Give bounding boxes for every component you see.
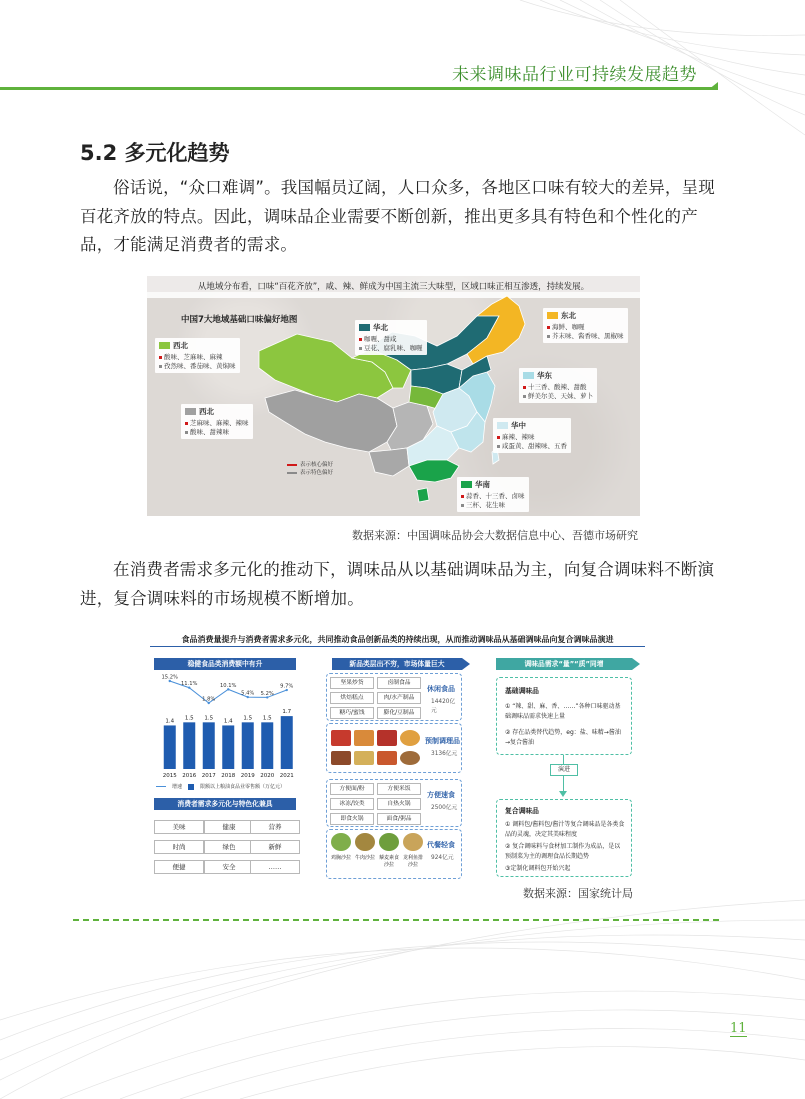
map-top-caption: 从地域分布看，口味“百花齐放”，咸、辣、鲜成为中国主流三大味型，区域口味正相互渗透，持续发展。 (147, 276, 640, 298)
item-noodle-porridge: 面食/粥品 (377, 813, 421, 825)
salad-label: 鸡胸沙拉 (330, 855, 351, 861)
item-bakery: 烘焙糕点 (330, 692, 374, 704)
basic-seasoning-title: 基础调味品 (505, 687, 539, 695)
food-package-image (354, 730, 374, 746)
salad-label: 藜麦素食沙拉 (378, 855, 399, 868)
category-value: 3136亿元 (431, 751, 458, 757)
salad-image (355, 833, 375, 851)
tag-shishang: 时尚 (154, 840, 204, 854)
tag-meiwei: 美味 (154, 820, 204, 834)
growth-label-2021: 9.7% (280, 683, 294, 690)
arrow-down-icon (559, 791, 567, 797)
bottom-dashed-rule (73, 919, 719, 921)
food-dish-image (400, 730, 420, 746)
tag-bianjie: 便捷 (154, 860, 204, 874)
region-core-taste: 十三香、酸辣、甜酸 (528, 383, 587, 391)
category-value: 2500亿元 (431, 805, 458, 811)
region-extra-taste: 三杯、花生味 (466, 501, 505, 509)
tag-jiankang: 健康 (204, 820, 254, 834)
legend-growth: 增速 (172, 784, 183, 790)
region-name: 华南 (475, 480, 490, 489)
tag-xinxian: 新鲜 (250, 840, 300, 854)
region-label-huanan (457, 477, 529, 512)
region-swatch (185, 408, 196, 415)
x-tick-2016: 2016 (182, 773, 197, 779)
taste-map-figure (147, 276, 640, 516)
region-core-taste: 芝麻味、麻辣、辣味 (190, 419, 249, 427)
region-swatch (461, 481, 472, 488)
region-swatch (159, 342, 170, 349)
food-dish-image (400, 751, 420, 765)
food-package-image (377, 751, 397, 765)
region-core-taste: 酸味、芝麻味、麻辣 (164, 353, 223, 361)
basic-seasoning-box (496, 677, 632, 755)
map-title: 中国7大地域基础口味偏好地图 (181, 315, 298, 325)
region-swatch (497, 422, 508, 429)
category-name: 代餐轻食 (427, 841, 455, 849)
section-heading: 5.2 多元化趋势 (80, 141, 230, 165)
chart-legend (156, 783, 285, 790)
region-core-taste: 蒜香、十三香、卤味 (466, 492, 525, 500)
x-tick-2020: 2020 (260, 773, 275, 779)
category-name: 预制调理品 (425, 737, 460, 745)
infographic-source: 数据来源：国家统计局 (523, 887, 633, 900)
compound-seasoning-title: 复合调味品 (505, 807, 539, 815)
tag-lvse: 绿色 (204, 840, 254, 854)
infographic-title: 食品消费量提升与消费者需求多元化，共同推动食品创新品类的持续出现，从而推动调味品从基础调味品向复合调味品演进 (150, 633, 645, 647)
food-package-image (354, 751, 374, 765)
category-name: 休闲食品 (427, 685, 455, 693)
bar-2017 (203, 722, 215, 769)
header-rule-tip (708, 82, 718, 90)
map-legend (287, 461, 333, 477)
middle-column-header: 新品类层出不穷，市场体量巨大 (332, 658, 462, 670)
category-name: 方便速食 (427, 791, 455, 799)
category-prepared (326, 723, 462, 773)
evolution-label: 演进 (550, 764, 578, 776)
legend-retail: 限额以上粮油食品业零售额（万亿元） (200, 784, 286, 790)
x-tick-2018: 2018 (221, 773, 236, 779)
region-swatch (523, 372, 534, 379)
item-candy: 糖巧/蜜饯 (330, 707, 374, 719)
growth-label-2016: 11.1% (181, 681, 198, 688)
region-extra-taste: 鲜美尔美、天妹、萝卜 (528, 392, 593, 400)
category-snacks (326, 673, 462, 721)
paragraph-2: 在消费者需求多元化的推动下，调味品从以基础调味品为主，向复合调味料不断演进，复合调味料的市场规模不断增加。 (80, 560, 715, 608)
bar-label-2017: 1.5 (204, 715, 214, 722)
bar-label-2016: 1.5 (184, 715, 194, 722)
category-value: 14420亿元 (431, 699, 456, 714)
salad-label: 龙利鱼排沙拉 (402, 855, 423, 868)
compound-seasoning-line-1: ① 调料包/酱料包/酱汁等复合调味品是各类食品的灵魂，决定其美味程度 (505, 821, 625, 838)
item-dumplings: 冰冻/饺类 (330, 798, 374, 810)
region-label-huazhong (493, 418, 571, 453)
region-label-xibei-2 (181, 404, 253, 439)
item-instant-hotpot: 即食火锅 (330, 813, 374, 825)
x-tick-2021: 2021 (279, 773, 294, 779)
bar-2020 (261, 722, 273, 769)
region-name: 西北 (173, 341, 188, 350)
item-instant-noodles: 方便面/粉 (330, 783, 374, 795)
basic-seasoning-line-1: ① “辣、甜、麻、香、……”各种口味驱动基础调味品需求快速上量 (505, 703, 621, 720)
bar-label-2018: 1.4 (223, 718, 233, 725)
bar-2016 (183, 722, 195, 769)
x-tick-2015: 2015 (162, 773, 177, 779)
category-value: 924亿元 (431, 855, 454, 861)
bar-2021 (281, 716, 293, 769)
seasoning-infographic (150, 633, 645, 881)
salad-image (403, 833, 423, 851)
region-extra-taste: 酸味、甜辣味 (190, 428, 229, 436)
region-core-taste: 海鲜、咖喱 (552, 323, 585, 331)
tags-header: 消费者需求多元化与特色化兼具 (154, 798, 296, 810)
food-package-image (331, 751, 351, 765)
region-extra-taste: 芥末味、酱香味、黑椒味 (552, 332, 624, 340)
region-label-huadong (519, 368, 597, 403)
running-header-title: 未来调味品行业可持续发展趋势 (452, 65, 697, 85)
prepared-food-images (331, 730, 421, 766)
item-braised: 卤制食品 (377, 677, 421, 689)
legend-extra: 表示特色偏好 (300, 470, 334, 476)
region-swatch (547, 312, 558, 319)
item-puffed: 膨化/豆制品 (377, 707, 421, 719)
tag-anquan: 安全 (204, 860, 254, 874)
growth-label-2015: 15.2% (161, 674, 178, 681)
item-meat: 肉/水产制品 (377, 692, 421, 704)
item-hotpot: 自热火锅 (377, 798, 421, 810)
bar-label-2021: 1.7 (282, 709, 292, 716)
left-column-header: 稳健食品类消费额中有升 (154, 658, 296, 670)
arrow-right-icon (462, 658, 470, 670)
map-source: 数据来源：中国调味品协会大数据信息中心、吾德市场研究 (352, 529, 638, 542)
region-label-dongbei (543, 308, 628, 343)
growth-label-2018: 10.1% (220, 682, 237, 689)
bar-label-2015: 1.4 (165, 718, 175, 725)
compound-seasoning-box (496, 799, 632, 877)
compound-seasoning-line-2: ② 复合调味料与食材加工制作为成品，是以预制菜为主的调理食品长期趋势 (505, 843, 621, 860)
region-name: 华东 (537, 371, 552, 380)
salad-image (379, 833, 399, 851)
region-extra-taste: 咸蛋黄、甜辣味、五香 (502, 442, 567, 450)
category-meal-replacement (326, 829, 462, 879)
paragraph-1: 俗话说，“众口难调”。我国幅员辽阔，人口众多，各地区口味有较大的差异，呈现百花齐放的特点。因此，调味品企业需要不断创新，推出更多具有特色和个性化的产品，才能满足消费者的需求。 (80, 178, 715, 254)
region-name: 西北 (199, 407, 214, 416)
bar-2015 (164, 725, 176, 769)
bar-label-2020: 1.5 (262, 715, 272, 722)
legend-core: 表示核心偏好 (300, 462, 334, 468)
salad-label: 牛肉沙拉 (354, 855, 375, 861)
salad-labels (329, 854, 425, 868)
tag-yingyang: 营养 (250, 820, 300, 834)
region-core-taste: 麻辣、辣味 (502, 433, 535, 441)
region-name: 华北 (373, 323, 388, 332)
category-instant (326, 779, 462, 827)
bar-2018 (222, 725, 234, 769)
food-package-image (331, 730, 351, 746)
item-instant-rice: 方便米饭 (377, 783, 421, 795)
growth-label-2020: 5.2% (260, 690, 274, 697)
region-label-xibei-1 (155, 338, 240, 373)
region-name: 东北 (561, 311, 576, 320)
bar-label-2019: 1.5 (243, 715, 253, 722)
food-package-image (377, 730, 397, 746)
tag-more: …… (250, 860, 300, 874)
region-extra-taste: 豆花、腐乳味、咖喱 (364, 344, 423, 352)
retail-growth-chart (152, 673, 302, 791)
salad-image (331, 833, 351, 851)
region-label-huabei (355, 320, 427, 355)
region-name: 华中 (511, 421, 526, 430)
basic-seasoning-line-2: ② 存在品类替代趋势，eg：盐、味精→酱油→复合酱油 (505, 729, 621, 746)
compound-seasoning-line-3: ③定制化调料包开始兴起 (505, 865, 571, 872)
region-extra-taste: 孜然味、番茄味、黄焖味 (164, 362, 236, 370)
map-region-south-green (409, 460, 459, 482)
growth-label-2017: 1.8% (202, 696, 216, 703)
header-rule (0, 87, 716, 90)
growth-label-2019: 5.4% (241, 690, 255, 697)
page-number: 11 (730, 1021, 747, 1036)
region-swatch (359, 324, 370, 331)
bar-2019 (242, 722, 254, 769)
salad-images (331, 833, 423, 851)
item-nuts: 坚果炒货 (330, 677, 374, 689)
x-tick-2017: 2017 (201, 773, 216, 779)
x-tick-2019: 2019 (240, 773, 255, 779)
region-core-taste: 咖喱、甜咸 (364, 335, 397, 343)
right-column-header: 调味品需求“量”“质”同增 (496, 658, 632, 670)
arrow-right-icon (632, 658, 640, 670)
